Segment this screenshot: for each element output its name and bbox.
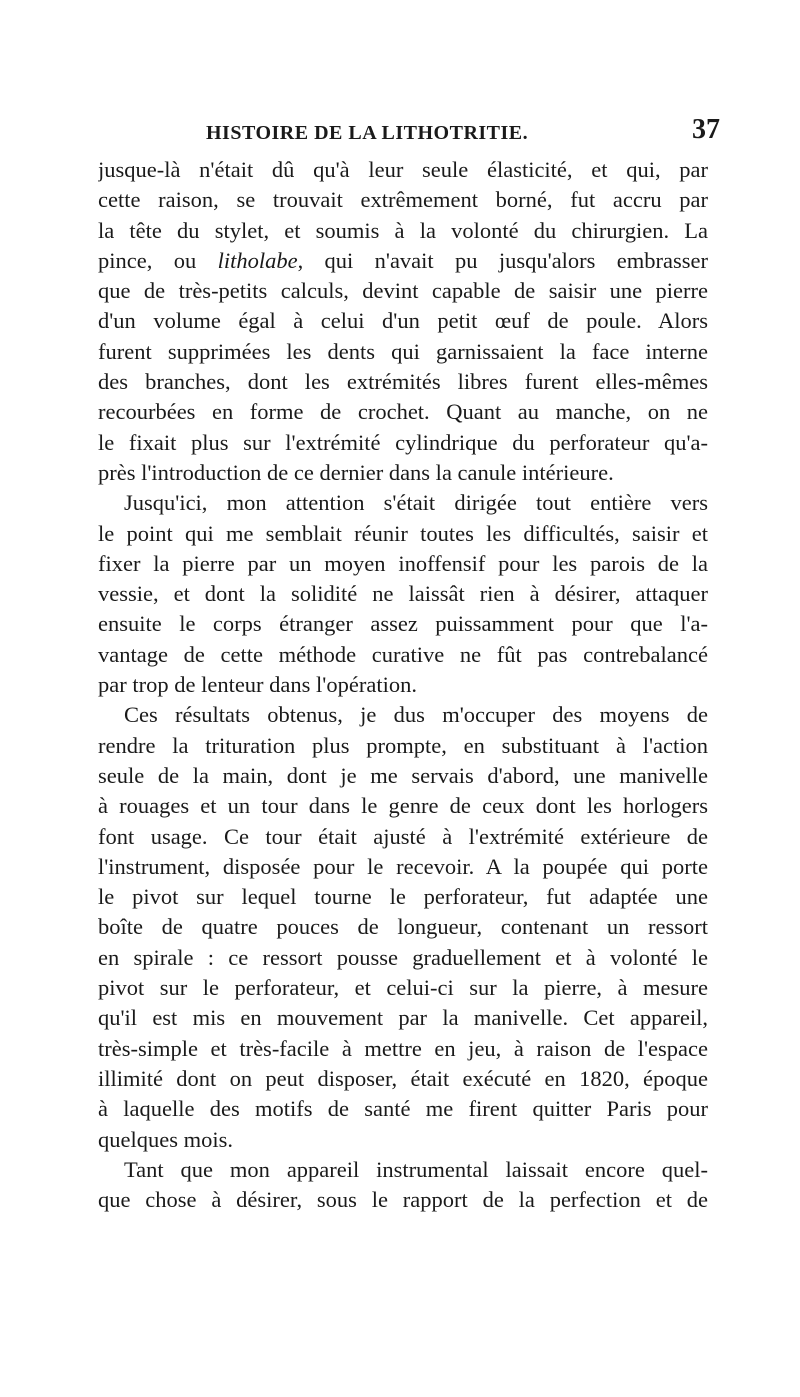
- text-line: Tant que mon appareil instrumental laissait encore quel-: [124, 1156, 708, 1182]
- text-line: seule de la main, dont je me servais d'abord, une manivelle: [98, 762, 708, 788]
- text-line: vessie, et dont la solidité ne laissât rien à désirer, attaquer: [98, 581, 708, 607]
- text-line: la tête du stylet, et soumis à la volonté du chirurgien. La: [98, 217, 708, 243]
- text-line: très-simple et très-facile à mettre en jeu, à raison de l'espace: [98, 1035, 708, 1061]
- text-line: recourbées en forme de crochet. Quant au manche, on ne: [98, 399, 708, 425]
- text-line: Jusqu'ici, mon attention s'était dirigée tout entière vers: [124, 490, 708, 516]
- text-line: pivot sur le perforateur, et celui-ci sur la pierre, à mesure: [98, 975, 708, 1001]
- text-line: qu'il est mis en mouvement par la manivelle. Cet appareil,: [98, 1005, 708, 1031]
- line-start: pince, ou: [98, 247, 218, 273]
- text-line: jusque-là n'était dû qu'à leur seule élasticité, et qui, par: [98, 157, 708, 182]
- text-line: à rouages et un tour dans le genre de ceux dont les horlogers: [98, 793, 708, 819]
- italic-term: litholabe: [217, 247, 298, 273]
- text-line: le pivot sur lequel tourne le perforateur, fut adaptée une: [98, 884, 708, 910]
- text-line: que de très-petits calculs, devint capable de saisir une pierre: [98, 278, 708, 304]
- text-line: le fixait plus sur l'extrémité cylindrique du perforateur qu'a-: [98, 429, 708, 455]
- body-text: [98, 155, 708, 1215]
- text-line: [98, 246, 708, 276]
- running-title: HISTOIRE DE LA LITHOTRITIE.: [206, 122, 529, 144]
- text-line: quelques mois.: [98, 1126, 233, 1152]
- text-line: boîte de quatre pouces de longueur, contenant un ressort: [98, 914, 708, 940]
- text-line: illimité dont on peut disposer, était exécuté en 1820, époque: [98, 1065, 708, 1091]
- text-line: Ces résultats obtenus, je dus m'occuper des moyens de: [124, 702, 708, 728]
- text-line: près l'introduction de ce dernier dans la canule intérieure.: [98, 459, 614, 485]
- text-line: fixer la pierre par un moyen inoffensif pour les parois de la: [98, 550, 708, 576]
- text-line: le point qui me semblait réunir toutes les difficultés, saisir et: [98, 520, 708, 546]
- text-line: des branches, dont les extrémités libres furent elles-mêmes: [98, 369, 708, 395]
- text-line: font usage. Ce tour était ajusté à l'extrémité extérieure de: [98, 823, 708, 849]
- line-end: , qui n'avait pu jusqu'alors embrasser: [297, 247, 708, 273]
- text-line: vantage de cette méthode curative ne fût pas contrebalancé: [98, 641, 708, 667]
- text-line: furent supprimées les dents qui garnissaient la face interne: [98, 338, 708, 364]
- text-line: cette raison, se trouvait extrêmement borné, fut accru par: [98, 187, 708, 213]
- text-line: d'un volume égal à celui d'un petit œuf de poule. Alors: [98, 308, 708, 334]
- text-line: à laquelle des motifs de santé me firent quitter Paris pour: [98, 1096, 708, 1122]
- text-line: ensuite le corps étranger assez puissamment pour que l'a-: [98, 611, 708, 637]
- text-line: l'instrument, disposée pour le recevoir. A la poupée qui porte: [98, 853, 708, 879]
- text-line: en spirale : ce ressort pousse graduellement et à volonté le: [98, 944, 708, 970]
- page-number: 37: [692, 114, 720, 145]
- text-line: rendre la trituration plus prompte, en substituant à l'action: [98, 732, 708, 758]
- text-line: par trop de lenteur dans l'opération.: [98, 672, 417, 698]
- text-line: que chose à désirer, sous le rapport de la perfection et de: [98, 1187, 708, 1213]
